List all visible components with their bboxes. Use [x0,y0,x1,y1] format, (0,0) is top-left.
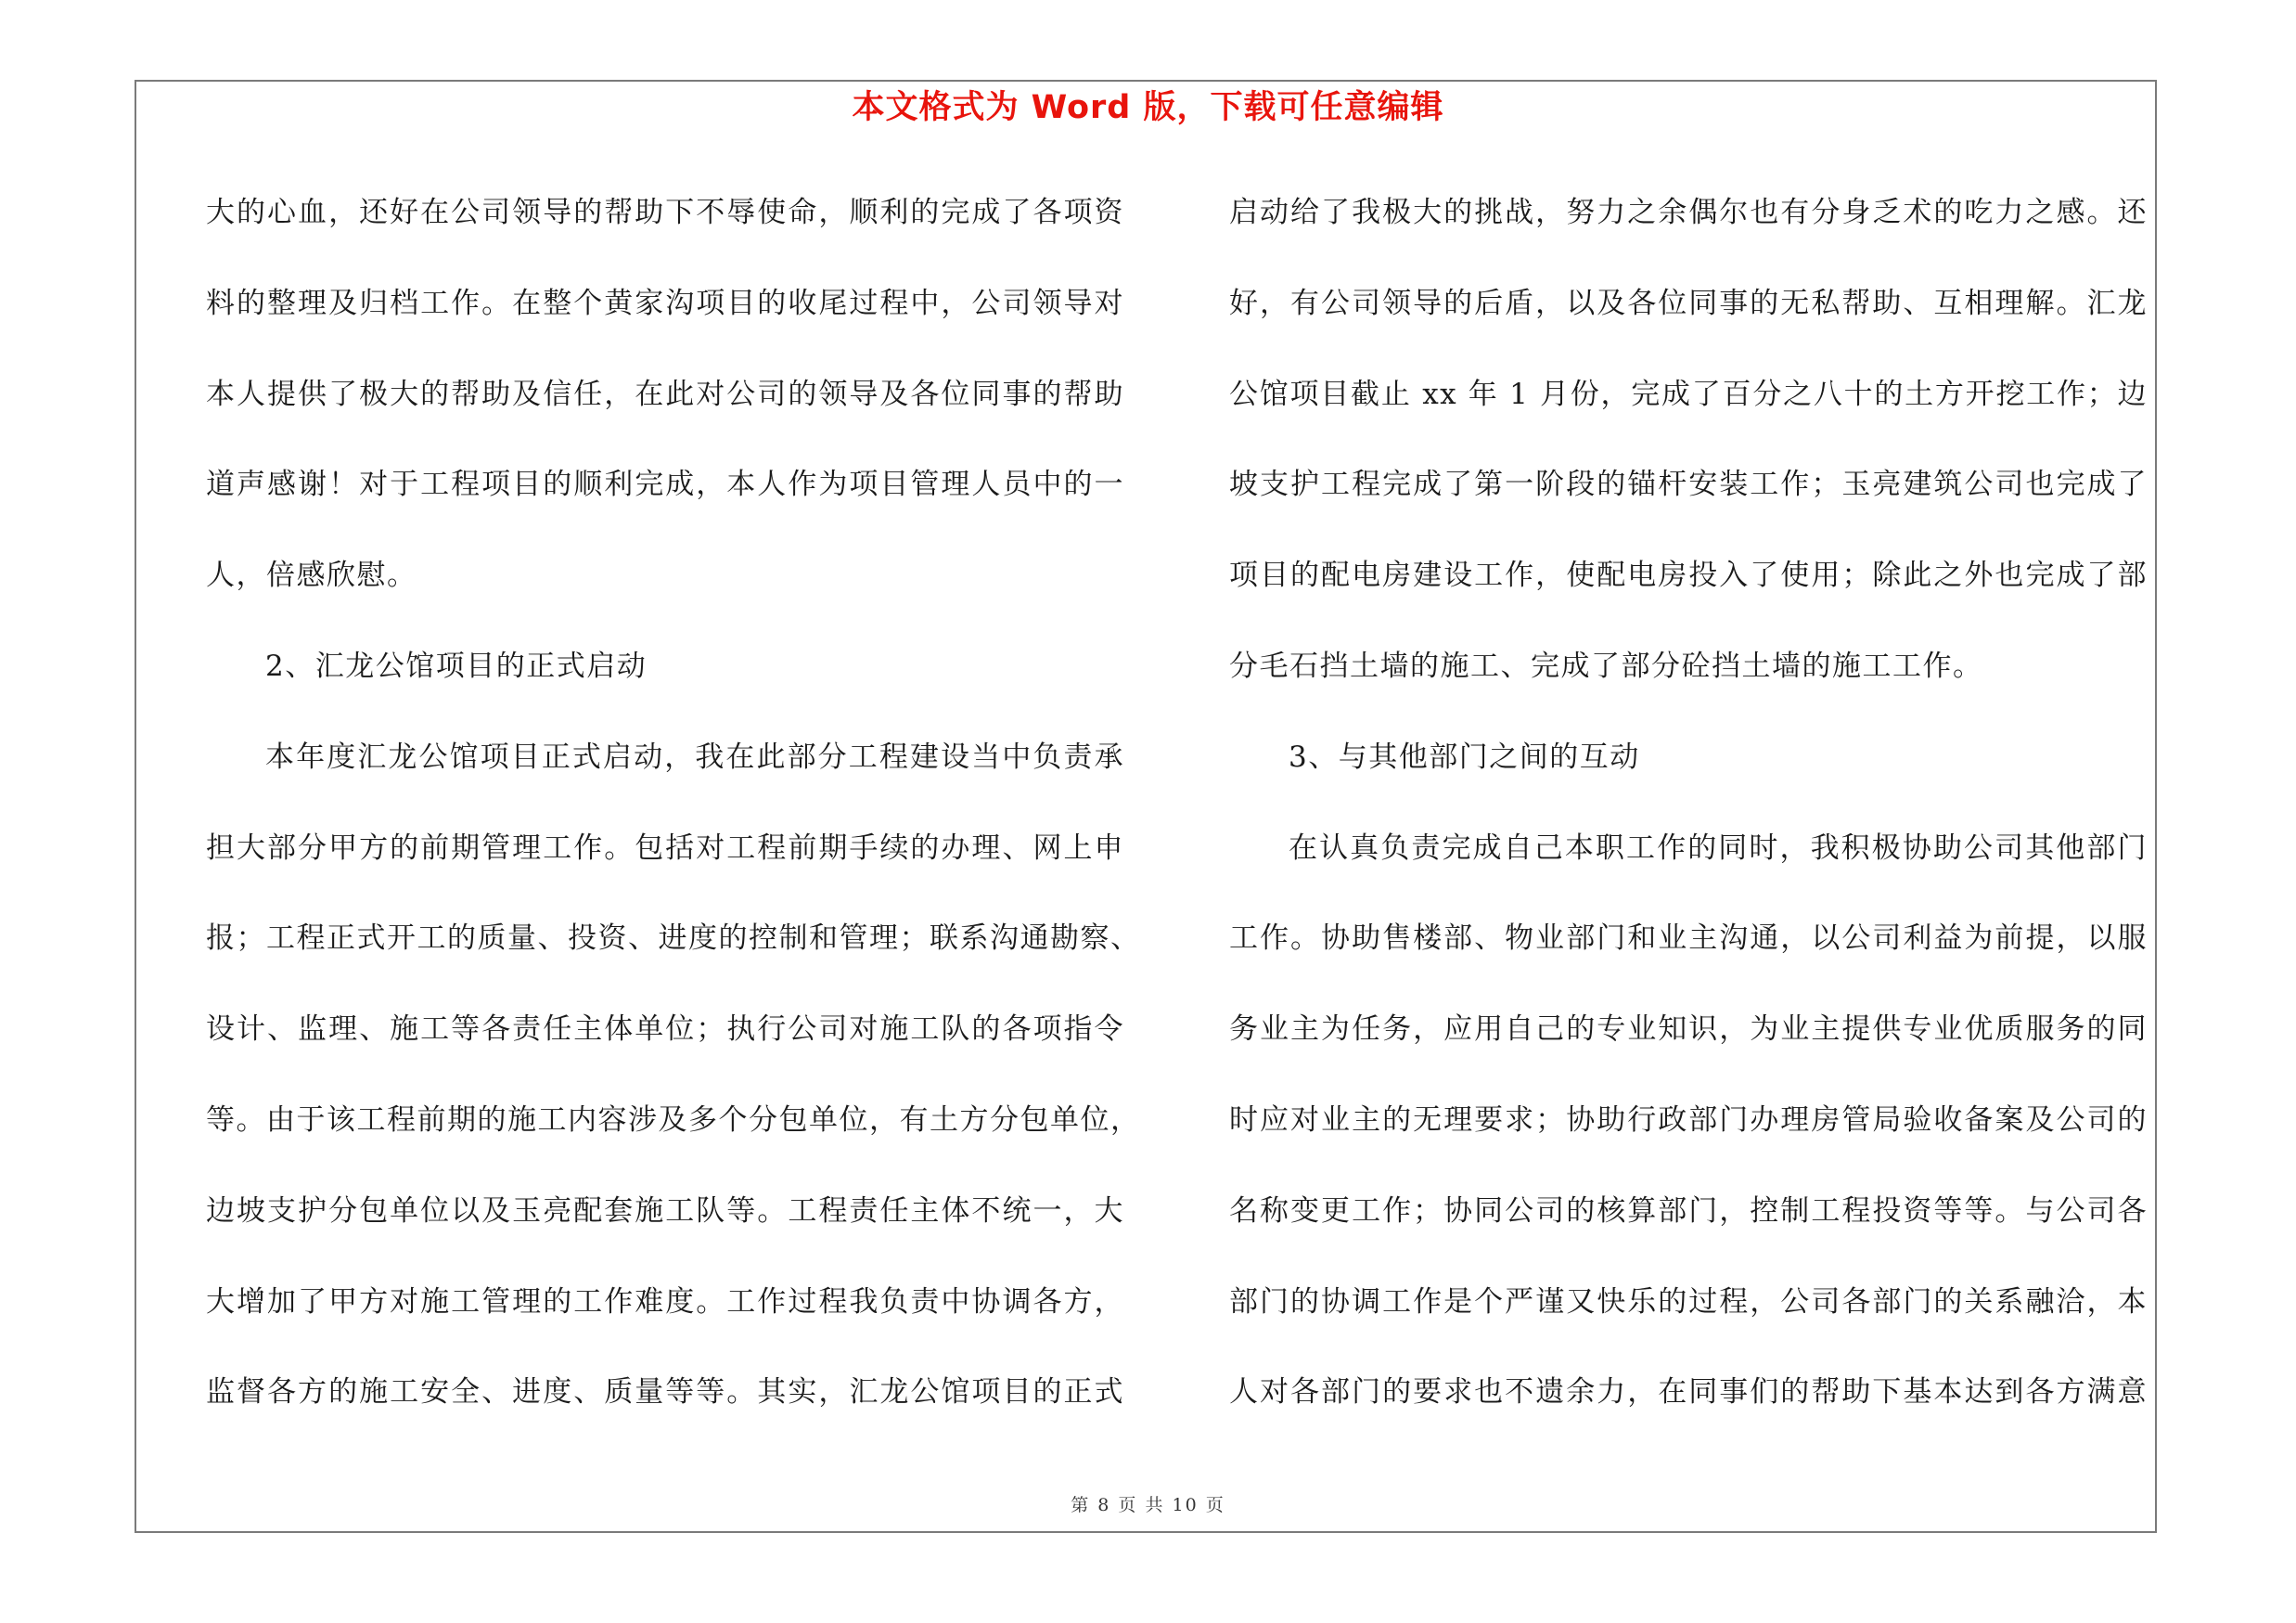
text-line: 好，有公司领导的后盾，以及各位同事的无私帮助、互相理解。汇龙 [1229,286,2148,320]
text-line: 项目的配电房建设工作，使配电房投入了使用；除此之外也完成了部 [1229,559,2148,593]
text-line: 在认真负责完成自己本职工作的同时，我积极协助公司其他部门 [1289,831,2148,865]
text-line: 名称变更工作；协同公司的核算部门，控制工程投资等等。与公司各 [1229,1193,2148,1228]
text-line: 边坡支护分包单位以及玉亮配套施工队等。工程责任主体不统一，大 [206,1193,1124,1228]
text-line: 务业主为任务，应用自己的专业知识，为业主提供专业优质服务的同 [1229,1012,2148,1047]
text-line: 2、汇龙公馆项目的正式启动 [265,649,648,683]
text-line: 人对各部门的要求也不遗余力，在同事们的帮助下基本达到各方满意 [1229,1375,2148,1410]
text-line: 部门的协调工作是个严谨又快乐的过程，公司各部门的关系融洽，本 [1229,1284,2148,1319]
text-line: 监督各方的施工安全、进度、质量等等。其实，汇龙公馆项目的正式 [206,1375,1124,1410]
text-line: 设计、监理、施工等各责任主体单位；执行公司对施工队的各项指令 [206,1012,1124,1047]
text-line: 大的心血，还好在公司领导的帮助下不辱使命，顺利的完成了各项资 [206,196,1124,229]
text-line: 启动给了我极大的挑战，努力之余偶尔也有分身乏术的吃力之感。还 [1229,196,2148,229]
text-line: 料的整理及归档工作。在整个黄家沟项目的收尾过程中，公司领导对 [206,286,1124,320]
left-text-column [206,180,1141,1450]
text-line: 本人提供了极大的帮助及信任，在此对公司的领导及各位同事的帮助 [206,377,1124,411]
text-line: 担大部分甲方的前期管理工作。包括对工程前期手续的办理、网上申 [206,831,1124,865]
text-line: 3、与其他部门之间的互动 [1289,740,1640,774]
text-line: 工作。协助售楼部、物业部门和业主沟通，以公司利益为前提，以服 [1229,921,2148,956]
text-line: 报；工程正式开工的质量、投资、进度的控制和管理；联系沟通勘察、 [206,921,1141,956]
text-line: 大增加了甲方对施工管理的工作难度。工作过程我负责中协调各方， [206,1284,1124,1319]
text-line: 本年度汇龙公馆项目正式启动，我在此部分工程建设当中负责承 [265,740,1124,774]
text-line: 坡支护工程完成了第一阶段的锚杆安装工作；玉亮建筑公司也完成了 [1229,468,2148,502]
format-banner: 本文格式为 Word 版，下载可任意编辑 [852,89,1444,126]
text-line: 道声感谢！对于工程项目的顺利完成，本人作为项目管理人员中的一 [206,468,1124,502]
text-line: 公馆项目截止 xx 年 1 月份，完成了百分之八十的土方开挖工作；边 [1229,377,2148,411]
text-line: 等。由于该工程前期的施工内容涉及多个分包单位，有土方分包单位， [206,1102,1141,1137]
text-line: 人，倍感欣慰。 [206,559,417,593]
text-line: 时应对业主的无理要求；协助行政部门办理房管局验收备案及公司的 [1229,1102,2148,1137]
text-line: 分毛石挡土墙的施工、完成了部分砼挡土墙的施工工作。 [1229,649,1983,683]
right-text-column [1229,180,2148,1450]
page-number: 第 8 页 共 10 页 [1071,1495,1225,1515]
